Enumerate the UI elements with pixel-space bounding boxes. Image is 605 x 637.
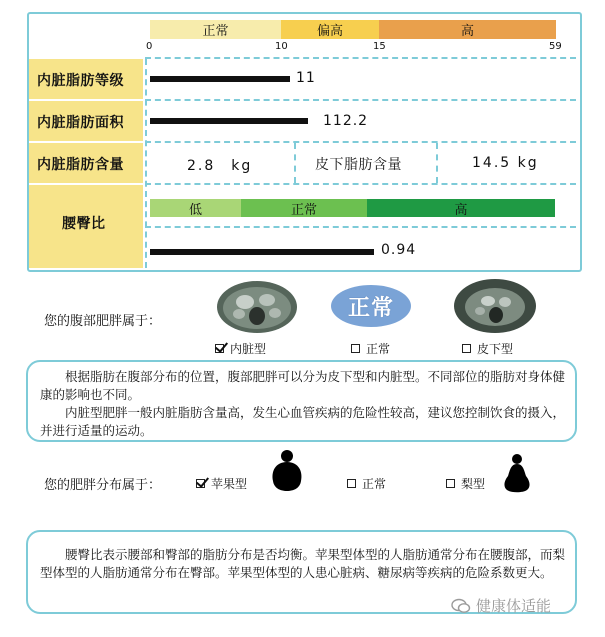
scale-segment-elevated xyxy=(281,20,379,39)
visceral-level-value: 11 xyxy=(296,70,316,86)
badge-text: 正常 xyxy=(347,295,394,321)
row-divider xyxy=(145,99,576,101)
abdominal-option-normal[interactable] xyxy=(351,340,390,357)
checkbox-distribution-normal[interactable] xyxy=(347,479,356,488)
whr-normal-label: 正常 xyxy=(290,202,317,218)
visceral-content-value: 2.8 kg xyxy=(187,158,253,174)
checkbox-apple[interactable] xyxy=(196,479,205,488)
checkbox-subcutaneous[interactable] xyxy=(462,344,471,353)
column-divider xyxy=(436,143,438,183)
checkbox-normal[interactable] xyxy=(351,344,360,353)
scale-segment-high xyxy=(379,20,556,39)
waist-hip-bar xyxy=(150,249,374,255)
option-subcutaneous-label: 皮下型 xyxy=(477,342,514,356)
scale-high-label: 高 xyxy=(460,24,474,39)
scale-normal-label: 正常 xyxy=(202,24,229,39)
subcutaneous-type-scan-icon xyxy=(452,276,538,336)
scale-tick-0: 0 xyxy=(146,41,153,52)
pear-body-icon xyxy=(502,453,532,493)
abdominal-paragraph: 内脏型肥胖一般内脏脂肪含量高，发生心血管疾病的危险性较高，建议您控制饮食的摄入，并进行适量的运动。 xyxy=(40,405,566,438)
option-normal-label: 正常 xyxy=(366,342,391,356)
watermark-text: 健康体适能 xyxy=(476,597,552,615)
apple-body-icon xyxy=(270,448,304,492)
abdominal-option-subcutaneous[interactable] xyxy=(462,340,513,357)
row-divider xyxy=(145,57,576,59)
checkbox-pear[interactable] xyxy=(446,479,455,488)
visceral-level-label: 内脏脂肪等级 xyxy=(37,73,124,89)
abdominal-explanation-box xyxy=(26,360,577,442)
wechat-icon xyxy=(451,598,471,614)
row-divider xyxy=(145,226,576,228)
scale-tick-59: 59 xyxy=(549,41,562,52)
option-distribution-normal-label: 正常 xyxy=(362,477,387,491)
row-divider xyxy=(145,183,576,185)
distribution-question: 您的肥胖分布属于： xyxy=(44,478,162,493)
distribution-option-apple[interactable] xyxy=(196,475,247,492)
whr-segment-high xyxy=(367,199,555,217)
whr-low-label: 低 xyxy=(188,202,202,218)
option-visceral-label: 内脏型 xyxy=(230,342,267,356)
subcutaneous-content-label: 皮下脂肪含量 xyxy=(315,157,402,173)
scale-elevated-label: 偏高 xyxy=(316,24,343,39)
row-divider xyxy=(145,141,576,143)
abdominal-option-visceral[interactable] xyxy=(215,340,266,357)
column-divider xyxy=(294,143,296,183)
visceral-area-label: 内脏脂肪面积 xyxy=(37,115,124,131)
whr-high-label: 高 xyxy=(454,202,468,218)
scale-tick-15: 15 xyxy=(373,41,386,52)
abdominal-question: 您的腹部肥胖属于： xyxy=(44,314,162,329)
waist-hip-value: 0.94 xyxy=(381,242,417,258)
visceral-content-label: 内脏脂肪含量 xyxy=(37,157,124,173)
watermark xyxy=(451,595,551,616)
abdominal-paragraph: 根据脂肪在腹部分布的位置，腹部肥胖可以分为皮下型和内脏型。不同部位的脂肪对身体健康的影响也不同。 xyxy=(40,369,566,402)
option-pear-label: 梨型 xyxy=(461,477,486,491)
option-apple-label: 苹果型 xyxy=(211,477,248,491)
checkbox-visceral[interactable] xyxy=(215,344,224,353)
whr-segment-low xyxy=(150,199,241,217)
visceral-area-value: 112.2 xyxy=(323,113,369,129)
column-divider xyxy=(145,59,147,268)
distribution-paragraph: 腰臀比表示腰部和臀部的脂肪分布是否均衡。苹果型体型的人脂肪通常分布在腰腹部，而梨型体型的人脂肪通常分布在臀部。苹果型体型的人患心脏病、糖尿病等疾病的危险系数更大。 xyxy=(40,547,566,580)
visceral-type-scan-icon xyxy=(215,278,300,336)
scale-segment-normal xyxy=(150,20,281,39)
body-composition-panel xyxy=(27,12,582,272)
distribution-option-normal[interactable] xyxy=(347,475,386,492)
scale-tick-10: 10 xyxy=(275,41,288,52)
visceral-area-bar xyxy=(150,118,308,124)
abdominal-result-badge xyxy=(331,285,411,327)
whr-segment-normal xyxy=(241,199,367,217)
visceral-level-bar xyxy=(150,76,290,82)
waist-hip-label: 腰臀比 xyxy=(62,216,106,232)
subcutaneous-content-value: 14.5 kg xyxy=(472,155,539,171)
distribution-option-pear[interactable] xyxy=(446,475,485,492)
